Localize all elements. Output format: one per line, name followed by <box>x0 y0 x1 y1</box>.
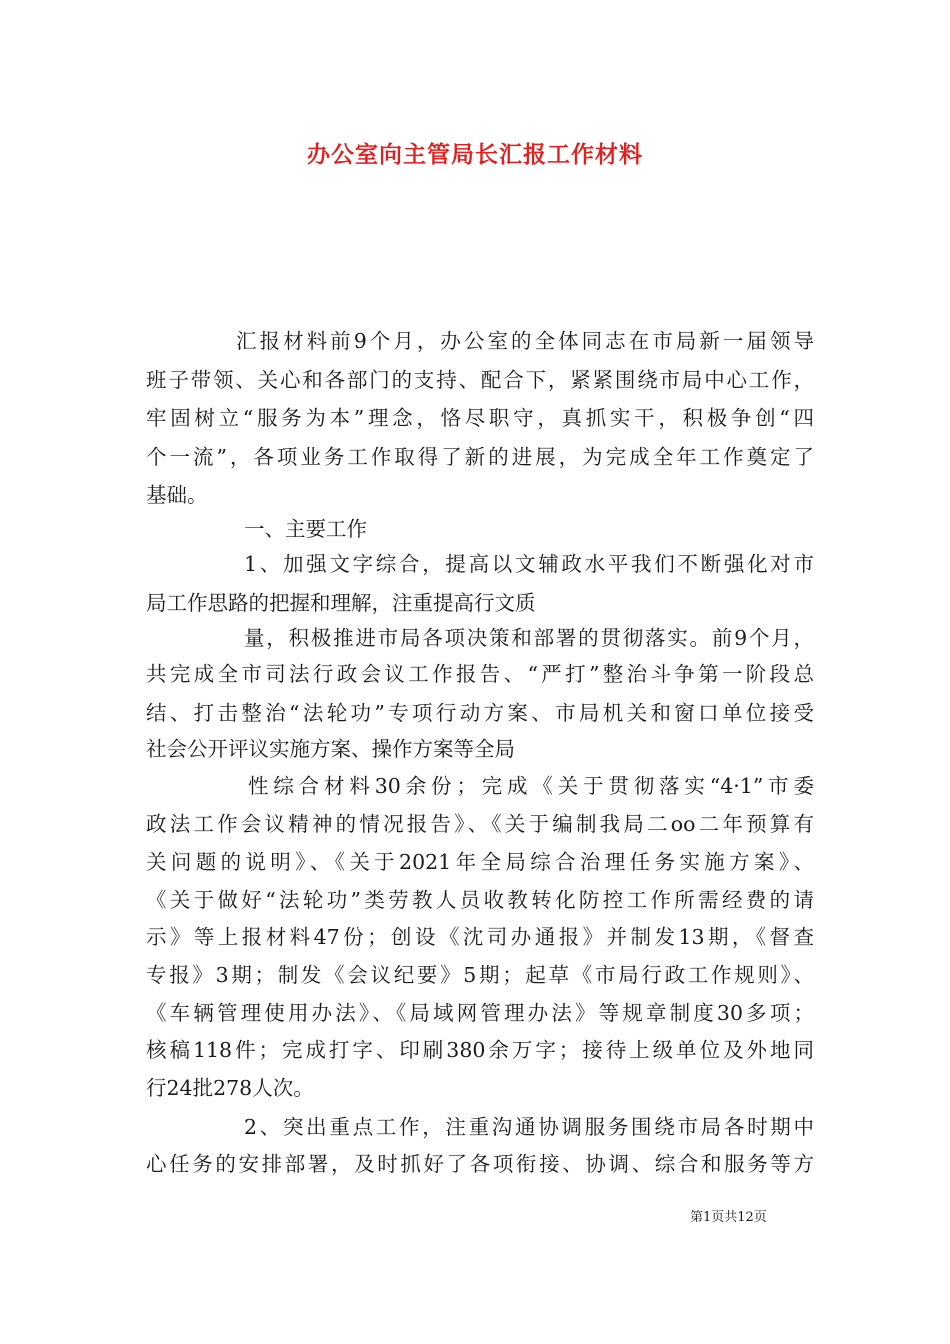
paragraph-line: 2、突出重点工作，注重沟通协调服务围绕市局各时期中 <box>244 1115 814 1139</box>
paragraph-line: 心任务的安排部署，及时抓好了各项衔接、协调、综合和服务等方 <box>146 1152 814 1176</box>
paragraph-line: 性综合材料30余份；完成《关于贯彻落实“4·1”市委 <box>248 774 814 798</box>
paragraph-line: 核稿118件；完成打字、印刷380余万字；接待上级单位及外地同 <box>146 1038 814 1062</box>
paragraph-line: 汇报材料前9个月，办公室的全体同志在市局新一届领导 <box>236 329 814 353</box>
paragraph-line: 专报》3期；制发《会议纪要》5期；起草《市局行政工作规则》、 <box>146 963 814 987</box>
paragraph-line: 局工作思路的把握和理解，注重提高行文质 <box>146 591 536 615</box>
paragraph-line: 关问题的说明》、《关于2021年全局综合治理任务实施方案》、 <box>146 850 814 874</box>
paragraph-line: 基础。 <box>146 483 208 507</box>
paragraph-line: 牢固树立“服务为本”理念，恪尽职守，真抓实干，积极争创“四 <box>146 406 814 430</box>
paragraph-line: 个一流”，各项业务工作取得了新的进展，为完成全年工作奠定了 <box>146 445 814 469</box>
paragraph-line: 示》等上报材料47份；创设《沈司办通报》并制发13期，《督查 <box>146 925 814 949</box>
paragraph-line: 《关于做好“法轮功”类劳教人员收教转化防控工作所需经费的请 <box>146 888 814 912</box>
paragraph-line: 量，积极推进市局各项决策和部署的贯彻落实。前9个月， <box>244 626 814 650</box>
paragraph-line: 结、打击整治“法轮功”专项行动方案、市局机关和窗口单位接受 <box>146 701 814 725</box>
paragraph-line: 行24批278人次。 <box>146 1076 314 1100</box>
paragraph-line: 社会公开评议实施方案、操作方案等全局 <box>146 737 515 761</box>
paragraph-line: 共完成全市司法行政会议工作报告、“严打”整治斗争第一阶段总 <box>146 662 814 686</box>
paragraph-line: 1、加强文字综合，提高以文辅政水平我们不断强化对市 <box>244 552 814 576</box>
paragraph-line: 《车辆管理使用办法》、《局域网管理办法》等规章制度30多项； <box>146 1001 814 1025</box>
page-number-footer: 第1页共12页 <box>690 1210 767 1225</box>
document-title: 办公室向主管局长汇报工作材料 <box>307 141 643 168</box>
paragraph-line: 政法工作会议精神的情况报告》、《关于编制我局二oo二年预算有 <box>146 812 814 836</box>
paragraph-line: 班子带领、关心和各部门的支持、配合下，紧紧围绕市局中心工作， <box>146 368 814 392</box>
section-heading: 一、主要工作 <box>244 517 367 541</box>
